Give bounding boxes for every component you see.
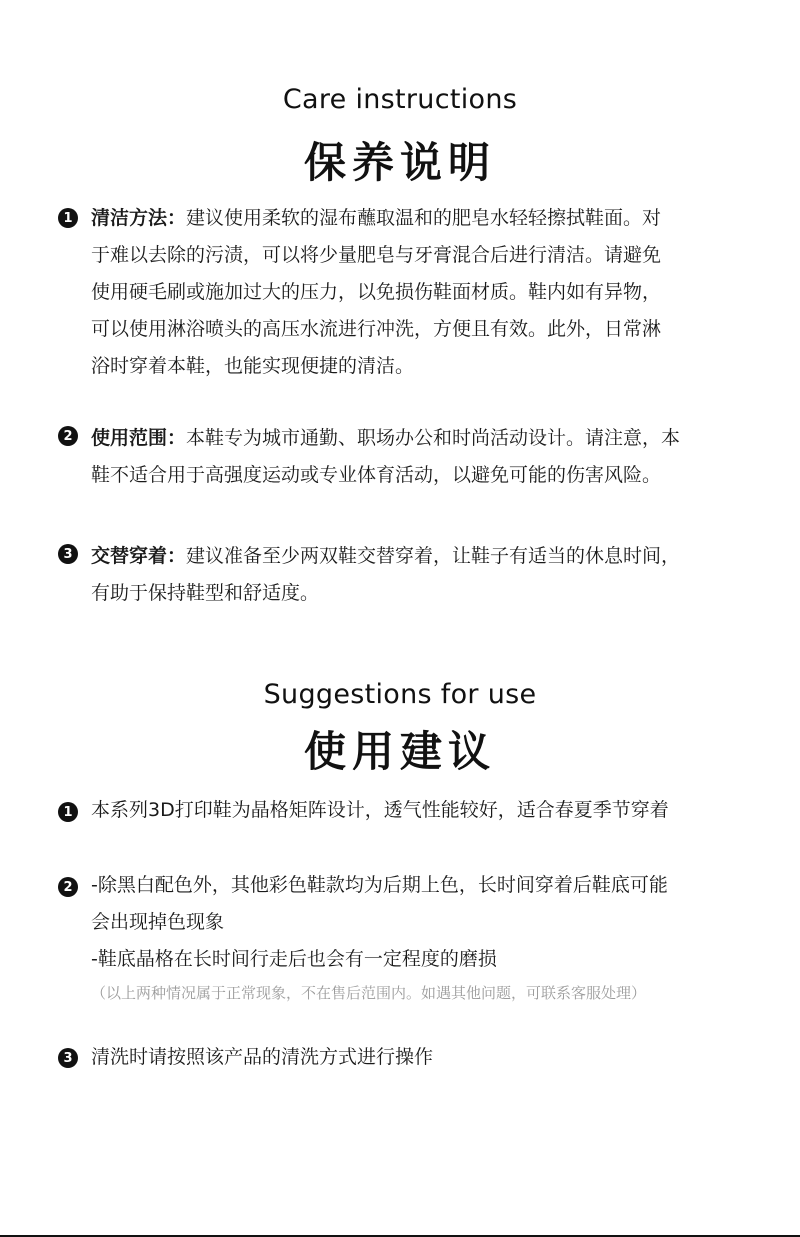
item-line: -除黑白配色外，其他彩色鞋款均为后期上色，长时间穿着后鞋底可能 <box>91 874 668 896</box>
care-title-en: Care instructions <box>282 84 518 115</box>
number-badge: 2 <box>58 877 78 897</box>
care-item-rotation <box>58 538 748 612</box>
item-text <box>91 1039 748 1076</box>
item-line: 有助于保持鞋型和舒适度。 <box>91 582 320 604</box>
item-line: 会出现掉色现象 <box>91 911 225 933</box>
item-text <box>91 200 748 385</box>
item-text <box>91 538 748 612</box>
disclaimer-note: （以上两种情况属于正常现象，不在售后范围内。如遇其他问题，可联系客服处理） <box>91 984 647 1002</box>
item-line: 清洗时请按照该产品的清洗方式进行操作 <box>91 1046 434 1068</box>
number-badge: 1 <box>58 208 78 228</box>
number-badge: 3 <box>58 544 78 564</box>
item-line: 本鞋专为城市通勤、职场办公和时尚活动设计。请注意，本 <box>186 427 681 449</box>
care-item-scope <box>58 420 748 494</box>
item-text <box>91 792 748 829</box>
item-line: 可以使用淋浴喷头的高压水流进行冲洗，方便且有效。此外，日常淋 <box>91 318 662 340</box>
item-text <box>91 420 748 494</box>
item-label: 清洁方法： <box>91 207 187 229</box>
number-badge: 2 <box>58 426 78 446</box>
item-label: 交替穿着： <box>91 545 187 567</box>
suggestion-item-washing <box>58 1039 748 1076</box>
item-line: 建议准备至少两双鞋交替穿着，让鞋子有适当的休息时间， <box>186 545 681 567</box>
item-line: 建议使用柔软的湿布蘸取温和的肥皂水轻轻擦拭鞋面。对 <box>186 207 662 229</box>
number-badge: 1 <box>58 802 78 822</box>
item-line: 使用硬毛刷或施加过大的压力，以免损伤鞋面材质。鞋内如有异物， <box>91 281 662 303</box>
item-line: -鞋底晶格在长时间行走后也会有一定程度的磨损 <box>91 948 497 970</box>
item-label: 使用范围： <box>91 427 187 449</box>
suggestion-item-wear <box>58 867 748 1008</box>
item-line: 鞋不适合用于高强度运动或专业体育活动，以避免可能的伤害风险。 <box>91 464 662 486</box>
care-item-cleaning <box>58 200 748 385</box>
suggestions-title-en: Suggestions for use <box>263 679 537 710</box>
suggestions-title-zh: 使用建议 <box>303 727 496 776</box>
care-title-zh: 保养说明 <box>303 138 496 187</box>
item-line: 本系列3D打印鞋为晶格矩阵设计，透气性能较好，适合春夏季节穿着 <box>91 799 669 821</box>
number-badge: 3 <box>58 1048 78 1068</box>
item-text <box>91 867 748 978</box>
item-line: 于难以去除的污渍，可以将少量肥皂与牙膏混合后进行清洁。请避免 <box>91 244 662 266</box>
suggestion-item-breathable <box>58 792 748 829</box>
item-line: 浴时穿着本鞋，也能实现便捷的清洁。 <box>91 355 415 377</box>
